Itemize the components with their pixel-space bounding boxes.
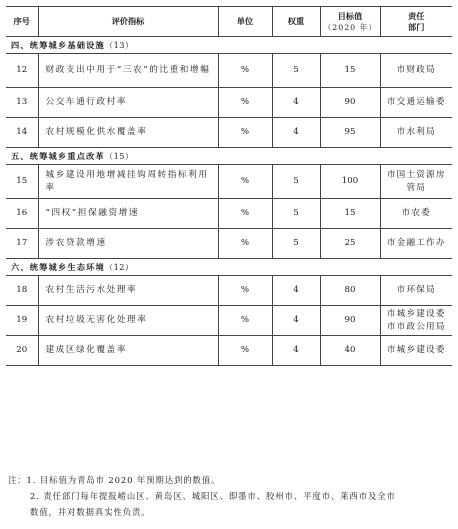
footnote-2: 2. 责任部门每年提报崂山区、黄岛区、城阳区、即墨市、胶州市、平度市、莱西市及全市 xyxy=(30,491,396,501)
table-header-row xyxy=(6,7,452,37)
row-target: 40 xyxy=(320,336,380,366)
row-weight: 5 xyxy=(272,165,320,199)
row-indicator: 农村垃圾无害化处理率 xyxy=(38,306,218,336)
row-weight: 4 xyxy=(272,306,320,336)
header-target xyxy=(320,7,380,37)
header-weight: 权重 xyxy=(272,7,320,37)
section-name: 四、统筹城乡基础设施 xyxy=(11,39,105,50)
row-indicator: “四权”担保融资增速 xyxy=(38,199,218,229)
row-target: 80 xyxy=(320,276,380,306)
row-dept: 市财政局 xyxy=(380,54,452,88)
row-weight: 4 xyxy=(272,336,320,366)
row-dept: 市水利局 xyxy=(380,118,452,148)
row-number: 13 xyxy=(6,88,38,118)
row-number: 15 xyxy=(6,165,38,199)
row-indicator: 公交车通行政村率 xyxy=(38,88,218,118)
row-unit: % xyxy=(218,118,272,148)
section-title xyxy=(6,259,452,276)
row-number: 18 xyxy=(6,276,38,306)
row-dept: 市交通运输委 xyxy=(380,88,452,118)
section-row xyxy=(6,37,452,54)
section-count: （13） xyxy=(104,39,134,50)
table-row xyxy=(6,165,452,199)
table-row xyxy=(6,199,452,229)
row-dept: 市城乡建设委 xyxy=(380,336,452,366)
header-indicator: 评价指标 xyxy=(38,7,218,37)
section-name: 六、统筹城乡生态环境 xyxy=(11,261,105,272)
row-indicator: 涉农贷款增速 xyxy=(38,229,218,259)
row-target: 95 xyxy=(320,118,380,148)
header-target-line2: （2020 年） xyxy=(323,22,378,32)
row-unit: % xyxy=(218,199,272,229)
table-row xyxy=(6,54,452,88)
section-title xyxy=(6,37,452,54)
section-title xyxy=(6,148,452,165)
section-count: （15） xyxy=(104,150,134,161)
header-resp-line1: 责任 xyxy=(408,10,425,21)
table-row xyxy=(6,336,452,366)
row-unit: % xyxy=(218,336,272,366)
row-target: 90 xyxy=(320,306,380,336)
row-number: 12 xyxy=(6,54,38,88)
header-seq: 序号 xyxy=(6,7,38,37)
row-number: 17 xyxy=(6,229,38,259)
row-unit: % xyxy=(218,165,272,199)
row-unit: % xyxy=(218,276,272,306)
header-target-line1: 目标值 xyxy=(337,10,363,21)
row-dept: 市国土资源房管局 xyxy=(380,165,452,199)
row-number: 19 xyxy=(6,306,38,336)
row-indicator: 建成区绿化覆盖率 xyxy=(38,336,218,366)
row-weight: 4 xyxy=(272,118,320,148)
table-row xyxy=(6,118,452,148)
row-number: 16 xyxy=(6,199,38,229)
footnote-1: 注：1. 目标值为青岛市 2020 年预期达到的数值。 xyxy=(8,475,221,485)
row-unit: % xyxy=(218,229,272,259)
table-row xyxy=(6,88,452,118)
section-row xyxy=(6,148,452,165)
row-weight: 4 xyxy=(272,276,320,306)
table-row xyxy=(6,276,452,306)
row-weight: 4 xyxy=(272,88,320,118)
table-row xyxy=(6,306,452,336)
footnotes xyxy=(8,472,452,520)
row-weight: 5 xyxy=(272,199,320,229)
row-dept: 市金融工作办 xyxy=(380,229,452,259)
row-unit: % xyxy=(218,306,272,336)
row-indicator: 财政支出中用于“三农”的比重和增幅 xyxy=(38,54,218,88)
section-count: （12） xyxy=(104,261,134,272)
section-name: 五、统筹城乡重点改革 xyxy=(11,150,105,161)
row-number: 14 xyxy=(6,118,38,148)
row-indicator: 农村规模化供水覆盖率 xyxy=(38,118,218,148)
indicator-table xyxy=(6,6,452,366)
header-resp-line2: 部门 xyxy=(408,21,425,32)
row-number: 20 xyxy=(6,336,38,366)
row-unit: % xyxy=(218,54,272,88)
row-weight: 5 xyxy=(272,229,320,259)
row-weight: 5 xyxy=(272,54,320,88)
row-dept: 市农委 xyxy=(380,199,452,229)
row-target: 15 xyxy=(320,54,380,88)
row-dept: 市城乡建设委 市市政公用局 xyxy=(380,306,452,336)
header-unit: 单位 xyxy=(218,7,272,37)
footnote-2-continued: 数值，并对数据真实性负责。 xyxy=(30,507,151,517)
row-unit: % xyxy=(218,88,272,118)
row-indicator: 城乡建设用地增减挂钩周转指标利用率 xyxy=(38,165,218,199)
row-target: 25 xyxy=(320,229,380,259)
table-row xyxy=(6,229,452,259)
header-responsible xyxy=(380,7,452,37)
section-row xyxy=(6,259,452,276)
row-target: 90 xyxy=(320,88,380,118)
row-dept: 市环保局 xyxy=(380,276,452,306)
row-target: 15 xyxy=(320,199,380,229)
row-target: 100 xyxy=(320,165,380,199)
row-indicator: 农村生活污水处理率 xyxy=(38,276,218,306)
